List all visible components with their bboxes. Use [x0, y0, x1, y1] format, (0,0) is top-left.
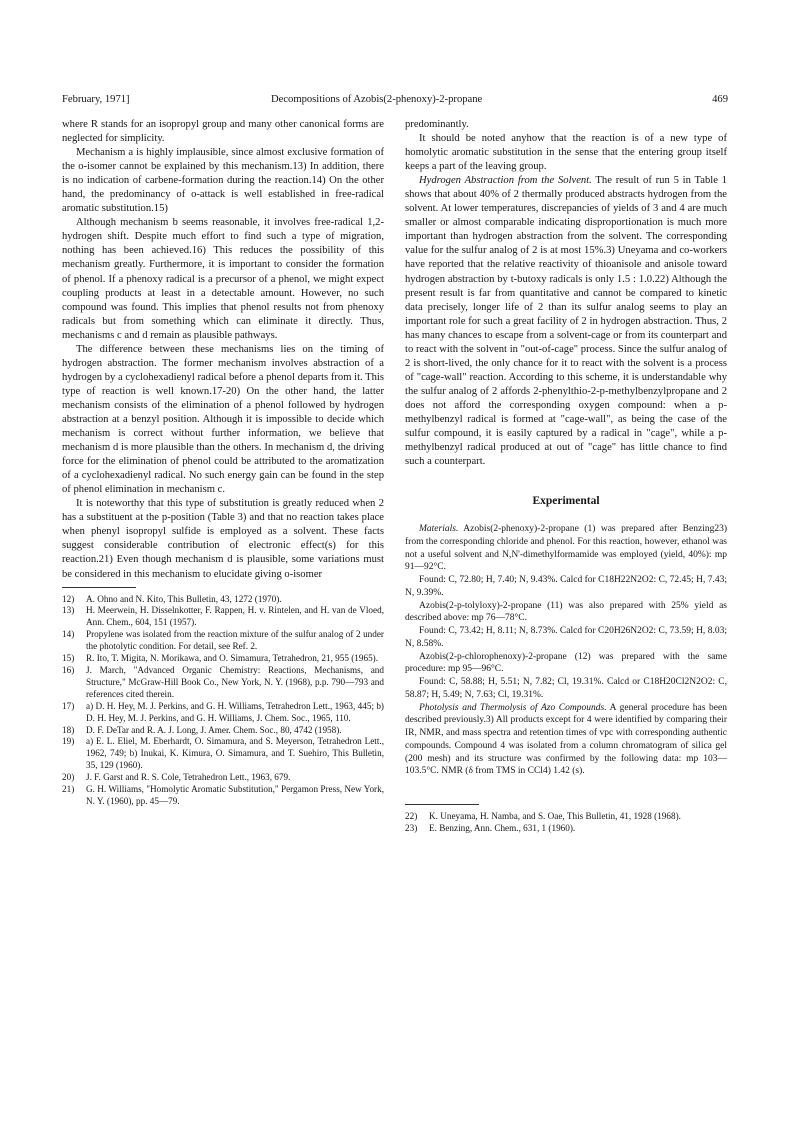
experimental-section — [405, 523, 727, 778]
paragraph: Mechanism a is highly implausible, since almost exclusive formation of the o-isomer cannot be explained by this mechanism.13) In addition, there is no indication of carbene-formation during the reaction.14) On the other hand, the predominancy of o-attack is well established in free-radical aromatic substitution.15) — [62, 147, 384, 215]
running-header — [62, 94, 728, 110]
footnote: 18) D. F. DeTar and R. A. J. Long, J. Amer. Chem. Soc., 80, 4742 (1958). — [62, 724, 342, 735]
run-in-heading: Hydrogen Abstraction from the Solvent. — [419, 175, 592, 187]
paragraph: where R stands for an isopropyl group and many other canonical forms are neglected for simplicity. — [62, 119, 384, 145]
paragraph: Azobis(2-p-tolyloxy)-2-propane (11) was also prepared with 25% yield as described above: mp 76—78°C. — [405, 600, 727, 624]
paragraph: Azobis(2-p-chlorophenoxy)-2-propane (12) was prepared with the same procedure: mp 95—96°C. — [405, 651, 727, 675]
run-in-heading: Materials. — [419, 524, 459, 535]
footnote: 21) G. H. Williams, "Homolytic Aromatic Substitution," Pergamon Press, New York, N. Y. (1960), pp. 45—79. — [62, 784, 384, 806]
run-in-heading: Photolysis and Thermolysis of Azo Compounds. — [419, 702, 607, 713]
left-body-text — [62, 118, 384, 582]
footnote: 14) Propylene was isolated from the reaction mixture of the sulfur analog of 2 under the photolytic condition. For detail, see Ref. 2. — [62, 629, 384, 652]
paragraph: predominantly. — [405, 119, 469, 130]
analysis-data: Found: C, 72.80; H, 7.40; N, 9.43%. Calcd for C18H22N2O2: C, 72.45; H, 7.43; N, 9.39%. — [405, 575, 727, 598]
footnote: 23) E. Benzing, Ann. Chem., 631, 1 (1960). — [405, 823, 576, 834]
page-number: 469 — [712, 94, 728, 105]
paragraph: Although mechanism b seems reasonable, it involves free-radical 1,2-hydrogen shift. Despite much effort to find such a type of migration, nothing has been achieved.16) This reduces the possibility of this mechanism greatly. Furthermore, it is important to consider the formation of phenol. If a phenoxy radical is a precursor of a phenol, we might expect coupling products at least in a detectable amount. However, no such compound was found. This implies that phenol results not from phenoxy radicals but from something which can eliminate it directly. Thus, mechanisms c and d remain as plausible pathways. — [62, 217, 384, 341]
footnote: 17) a) D. H. Hey, M. J. Perkins, and G. H. Williams, Tetrahedron Lett., 1963, 445; b) D. H. Hey, M. J. Perkins, and G. H. Williams, J. Chem. Soc., 1965, 110. — [62, 700, 384, 723]
paragraph: Materials. Azobis(2-phenoxy)-2-propane (1) was prepared after Benzing23) from the corresponding chloride and phenol. For this reaction, however, ethanol was not a useful solvent and N,N'-dimethylformamide was employed (yield, 40%): mp 91—92°C. — [405, 524, 727, 573]
paragraph: It is noteworthy that this type of substitution is greatly reduced when 2 has a substituent at the p-position (Table 3) and that no reaction takes place when phenyl isopropyl sulfide is employed as a solvent. These facts suggest considerable contribution of electronic effect(s) for this reaction.21) Even though mechanism d is plausible, some variations must be considered in this mechanism to elucidate giving o-isomer — [62, 498, 384, 580]
analysis-data: Found: C, 73.42; H, 8.11; N, 8.73%. Calcd for C20H26N2O2: C, 73.59; H, 8.03; N, 8.58%. — [405, 626, 727, 649]
left-column — [62, 118, 384, 808]
footnote: 19) a) E. L. Eliel, M. Eberhardt, O. Simamura, and S. Meyerson, Tetrahedron Lett., 1962, 749; b) Inukai, K. Kimura, O. Simamura, and T. Suehiro, This Bulletin, 35, 129 (1960). — [62, 736, 384, 771]
footnote: 13) H. Meerwein, H. Disselnkotter, F. Rappen, H. v. Rintelen, and H. van de Vloed, Ann. Chem., 604, 151 (1957). — [62, 605, 384, 628]
footnote-divider — [405, 804, 479, 805]
footnote: 20) J. F. Garst and R. S. Cole, Tetrahedron Lett., 1963, 679. — [62, 772, 291, 783]
paragraph: It should be noted anyhow that the reaction is of a new type of homolytic aromatic substitution in the sense that the entering group itself keeps a part of the leaving group. — [405, 133, 727, 173]
paragraph: Photolysis and Thermolysis of Azo Compounds. A general procedure has been described previously.3) All products except for 4 were identified by comparing their IR, NMR, and mass spectra and retention times of vpc with corresponding authentic compounds. Compound 4 was isolated from a column chromatogram of silica gel (200 mesh) and its structure was confirmed by the following data: mp 103—103.5°C. NMR (δ from TMS in CCl4) 1.42 (s). — [405, 702, 727, 777]
footnote: 16) J. March, "Advanced Organic Chemistry: Reactions, Mechanisms, and Structure," McGraw-Hill Book Co., New York, N. Y. (1968), p.p. 790—793 and references cited therein. — [62, 664, 384, 699]
right-footnotes — [405, 811, 727, 835]
left-footnotes — [62, 594, 384, 808]
footnote-divider — [62, 587, 136, 588]
footnote: 12) A. Ohno and N. Kito, This Bulletin, 43, 1272 (1970). — [62, 593, 282, 604]
header-date: February, 1971] — [62, 94, 130, 105]
footnote: 15) R. Ito, T. Migita, N. Morikawa, and O. Simamura, Tetrahedron, 21, 955 (1965). — [62, 653, 379, 664]
right-column — [405, 118, 727, 835]
header-title: Decompositions of Azobis(2-phenoxy)-2-propane — [271, 94, 483, 105]
analysis-data: Found: C, 58.88; H, 5.51; N, 7.82; Cl, 19.31%. Calcd or C18H20Cl2N2O2: C, 58.87; H, 5.49; N, 7.63; Cl, 19.31%. — [405, 677, 727, 700]
paragraph: The difference between these mechanisms lies on the timing of hydrogen abstraction. The former mechanism involves abstraction of a hydrogen by a cyclohexadienyl radical before a phenol departs from it. This type of reaction is well known.17-20) On the other hand, the latter mechanism consists of the elimination of a phenol followed by hydrogen abstraction at a benzyl position. Although it is impossible to decide which mechanism is correct without further information, we believe that mechanism d is more plausible than the others. In mechanism d, the driving force for the elimination of phenol could be attributed to the aromatization of a cyclohexadienyl radical. No such energy gain can be found in the step of phenol elimination in mechanism c. — [62, 343, 384, 496]
paragraph: Hydrogen Abstraction from the Solvent. The result of run 5 in Table 1 shows that about 40% of 2 thermally produced abstracts hydrogen from the solvent. At lower temperatures, discrepancies of yields of 3 and 4 are much smaller or almost comparable indicating disproportionation is much more important than hydrogen abstraction from the solvent. The corresponding value for the sulfur analog of 2 is at most 15%.3) Uneyama and co-workers have reported that the relative reactivity of thioanisole and anisole toward hydrogen abstraction by t-butoxy radicals is only 1.5 : 1.0.22) Although the present result is far from quantitative and cannot be compared to kinetic data precisely, longer life of 2 than its sulfur analog seems to play an important role for such a great facility of 2 in hydrogen abstraction. Thus, 2 has many chances to escape from a solvent-cage or from its counterpart and to react with the solvent in "out-of-cage" process. Since the sulfur analog of 2 is short-lived, the only chance for it to react with the solvent is a process of "cage-wall" reaction. According to this scheme, it is understandable why the sulfur analog of 2 affords 2-phenylthio-2-p-methylbenzylpropane and 2 does not afford the corresponding oxygen compound: when a p-methylbenzyl radical is formed at "cage-wall", as being the case of the sulfur compound, it is easily captured by a radical in "cage", while a p-methylbenzyl radical produced at out of "cage" has little chance to find such a counterpart. — [405, 175, 727, 468]
right-body-text — [405, 118, 727, 469]
footnote: 22) K. Uneyama, H. Namba, and S. Oae, This Bulletin, 41, 1928 (1968). — [405, 811, 681, 822]
section-heading: Experimental — [532, 495, 600, 508]
